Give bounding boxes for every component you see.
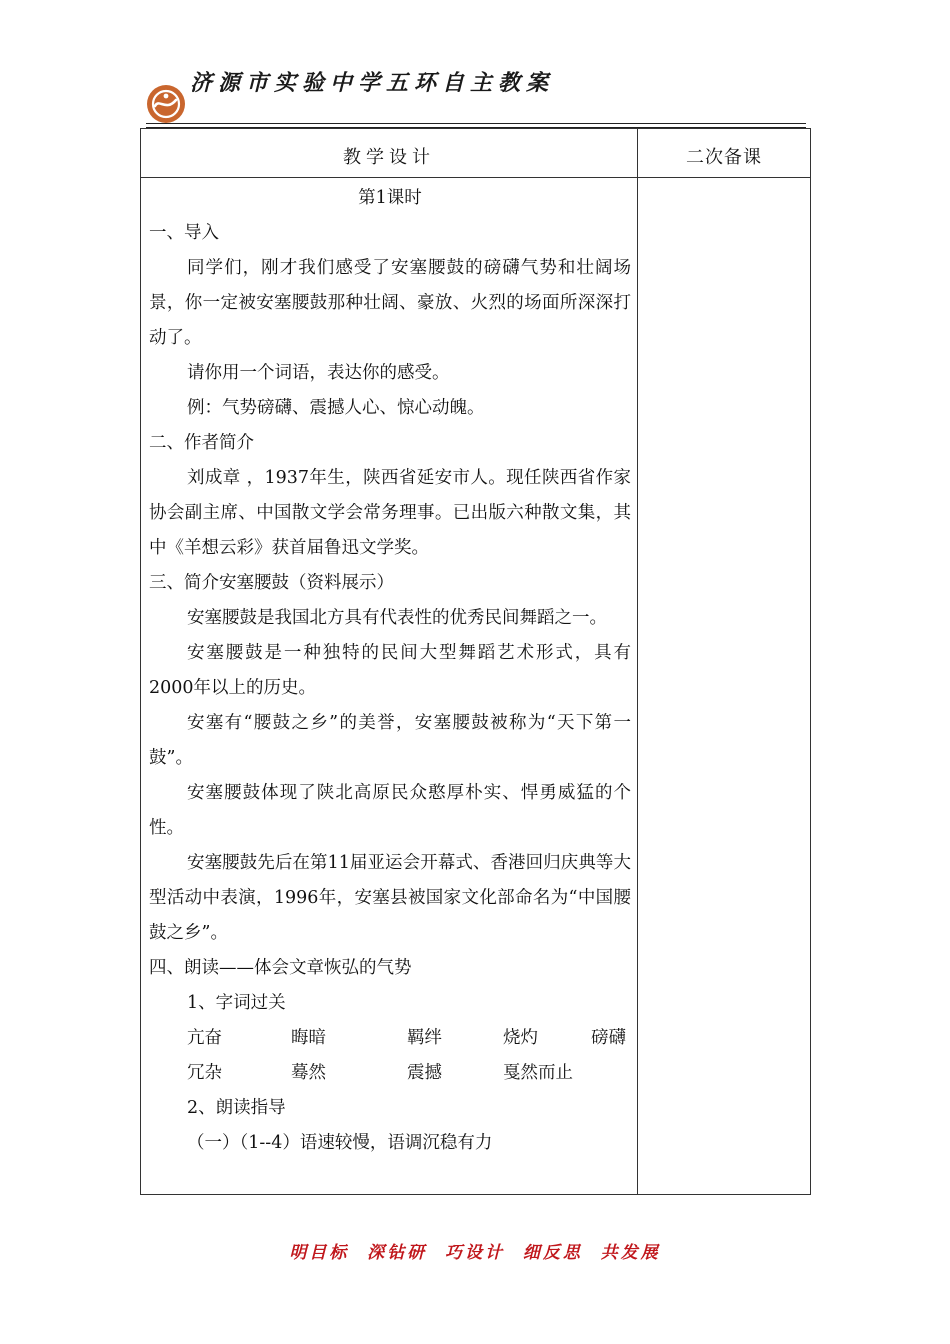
sub-heading-reading-guide: 2、朗读指导: [187, 1098, 286, 1118]
vocab-word: 冗杂: [187, 1063, 222, 1083]
vocabulary-row: [149, 1021, 631, 1056]
vocab-word: 蓦然: [291, 1063, 326, 1083]
school-logo-icon: [146, 84, 186, 124]
paragraph: 安塞腰鼓先后在第11届亚运会开幕式、香港回归庆典等大型活动中表演，1996年，安塞县被国家文化部命名为“中国腰鼓之乡”。: [149, 853, 631, 943]
paragraph: （一）（1--4）语速较慢，语调沉稳有力: [187, 1133, 493, 1153]
section-heading-ansai-drum: 三、简介安塞腰鼓（资料展示）: [149, 573, 394, 593]
paragraph: 同学们，刚才我们感受了安塞腰鼓的磅礴气势和壮阔场景，你一定被安塞腰鼓那种壮阔、豪放、火烈的场面所深深打动了。: [149, 258, 631, 348]
vocab-word: 戛然而止: [503, 1063, 573, 1083]
second-preparation-header: 二次备课: [686, 147, 762, 168]
paragraph: 安塞腰鼓是我国北方具有代表性的优秀民间舞蹈之一。: [187, 608, 607, 628]
vocab-word: 羁绊: [407, 1028, 442, 1048]
paragraph: 安塞有“腰鼓之乡”的美誉，安塞腰鼓被称为“天下第一鼓”。: [149, 713, 631, 768]
paragraph: 安塞腰鼓体现了陕北高原民众憨厚朴实、悍勇威猛的个性。: [149, 783, 631, 838]
vocab-word: 震撼: [407, 1063, 442, 1083]
header-row-divider: [141, 177, 810, 178]
header-rule-thick: [146, 123, 806, 124]
vocab-word: 烧灼: [503, 1028, 538, 1048]
paragraph: 刘成章 ，1937年生，陕西省延安市人。现任陕西省作家协会副主席、中国散文学会常务理事。已出版六种散文集，其中《羊想云彩》获首届鲁迅文学奖。: [149, 468, 631, 558]
vocabulary-row: [149, 1056, 631, 1091]
school-title: 济源市实验中学五环自主教案: [190, 70, 555, 96]
sub-heading-vocabulary: 1、字词过关: [187, 993, 286, 1013]
section-heading-author: 二、作者简介: [149, 433, 254, 453]
footer-motto: 明目标 深钻研 巧设计 细反思 共发展: [289, 1243, 661, 1263]
vocab-word: 亢奋: [187, 1028, 222, 1048]
lesson-title: 第1课时: [358, 188, 422, 208]
section-heading-intro: 一、导入: [149, 223, 219, 243]
vocab-word: 晦暗: [291, 1028, 326, 1048]
lesson-content: [149, 181, 631, 1161]
section-heading-reading: 四、朗读——体会文章恢弘的气势: [149, 958, 412, 978]
paragraph: 请你用一个词语，表达你的感受。: [187, 363, 450, 383]
paragraph: 安塞腰鼓是一种独特的民间大型舞蹈艺术形式，具有2000年以上的历史。: [149, 643, 631, 698]
paragraph: 例：气势磅礴、震撼人心、惊心动魄。: [187, 398, 485, 418]
teaching-design-header: 教学设计: [343, 147, 435, 168]
vocab-word: 磅礴: [591, 1028, 626, 1048]
